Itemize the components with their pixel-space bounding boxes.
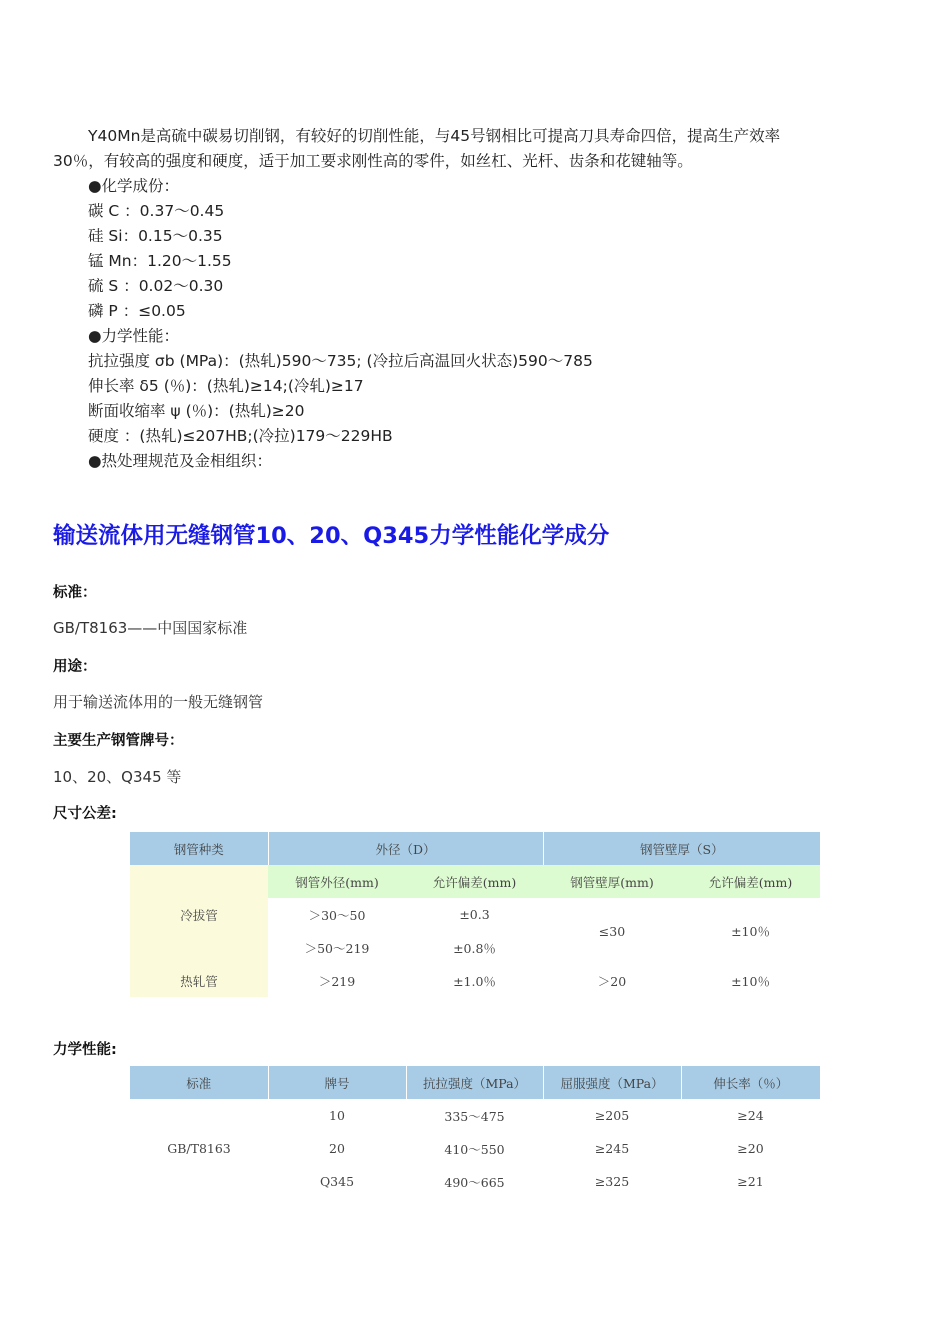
standard-label: 标准：: [53, 585, 97, 601]
tolerance-subheader-row: [130, 865, 820, 898]
wall-cell: ＞20: [597, 973, 627, 989]
mech-header-row: [130, 1066, 820, 1099]
header-outer-diameter: 外径（D）: [268, 832, 543, 865]
mechanical-table: [130, 1066, 820, 1198]
tolerance-header-row: [130, 832, 820, 865]
usage-label: 用途：: [53, 659, 97, 675]
subheader-od: 钢管外径(mm): [268, 865, 406, 898]
section-title: 输送流体用无缝钢管10、20、Q345力学性能化学成分: [53, 523, 610, 549]
tensile-cell: 410～550: [444, 1141, 505, 1157]
od-tolerance-cell: ±0.8％: [453, 940, 496, 956]
od-cell: ＞50～219: [304, 940, 370, 956]
grades-value: 10、20、Q345 等: [53, 768, 182, 786]
header-elongation: 伸长率（％）: [681, 1066, 820, 1099]
mech-item-elongation: 伸长率 δ5 (％)：(热轧)≥14;(冷轧)≥17: [88, 377, 364, 395]
od-cell: ＞30～50: [308, 907, 366, 923]
table-row: [130, 964, 820, 997]
chem-item-p: 磷 P ：≤0.05: [88, 302, 186, 320]
mech-item-tensile: 抗拉强度 σb (MPa)：(热轧)590～735; (冷拉后高温回火状态)590～785: [88, 352, 593, 370]
od-cell: ＞219: [318, 973, 356, 989]
chem-item-mn: 锰 Mn：1.20～1.55: [88, 252, 232, 270]
heat-treatment-heading: ●热处理规范及金相组织：: [88, 452, 273, 470]
header-grade: 牌号: [268, 1066, 406, 1099]
chem-item-s: 硫 S ：0.02～0.30: [88, 277, 224, 295]
header-standard: 标准: [130, 1066, 268, 1099]
standard-value: GB/T8163——中国国家标准: [53, 619, 248, 637]
mech-heading: ●力学性能：: [88, 327, 180, 345]
header-wall-thickness: 钢管壁厚（S）: [543, 832, 820, 865]
subheader-od-tolerance: 允许偏差(mm): [406, 865, 543, 898]
od-tolerance-cell: ±0.3: [459, 907, 490, 922]
tensile-cell: 335～475: [444, 1108, 505, 1124]
od-tolerance-cell: ±1.0％: [453, 973, 496, 989]
mech-item-hardness: 硬度 ：(热轧)≤207HB;(冷拉)179～229HB: [88, 427, 393, 445]
wall-cell: ≤30: [598, 923, 626, 939]
mech-properties-label: 力学性能:: [53, 1042, 117, 1058]
yield-cell: ≥245: [594, 1141, 630, 1156]
table-row: [130, 1099, 820, 1132]
yield-cell: ≥325: [594, 1174, 630, 1189]
tolerance-label: 尺寸公差:: [53, 806, 117, 822]
grade-cell: Q345: [319, 1174, 355, 1189]
intro-section: [53, 124, 883, 474]
subheader-wall-tolerance: 允许偏差(mm): [681, 865, 820, 898]
subheader-wall: 钢管壁厚(mm): [543, 865, 681, 898]
grades-label: 主要生产钢管牌号：: [53, 733, 184, 749]
standard-cell: GB/T8163: [167, 1141, 231, 1156]
intro-paragraph: Y40Mn是高硫中碳易切削钢，有较好的切削性能，与45号钢相比可提高刀具寿命四倍，提高生产效率 30％，有较高的强度和硬度，适于加工要求刚性高的零件，如丝杠、光杆、齿条和花键轴等。: [53, 127, 781, 170]
mech-item-reduction: 断面收缩率 ψ (％)：(热轧)≥20: [88, 402, 305, 420]
grade-cell: 10: [329, 1108, 345, 1123]
chem-item-si: 硅 Si：0.15～0.35: [88, 227, 223, 245]
usage-value: 用于输送流体用的一般无缝钢管: [53, 693, 264, 711]
header-yield: 屈服强度（MPa）: [543, 1066, 681, 1099]
tolerance-table: [130, 832, 820, 997]
wall-tolerance-cell: ±10％: [731, 973, 770, 989]
elongation-cell: ≥20: [737, 1141, 764, 1156]
tensile-cell: 490～665: [444, 1174, 505, 1190]
elongation-cell: ≥21: [737, 1174, 764, 1189]
grade-cell: 20: [329, 1141, 345, 1156]
type-hot-rolled: 热轧管: [130, 964, 268, 997]
chem-heading: ●化学成份：: [88, 177, 180, 195]
wall-tolerance-cell: ±10％: [731, 924, 770, 939]
header-tensile: 抗拉强度（MPa）: [406, 1066, 543, 1099]
yield-cell: ≥205: [594, 1108, 630, 1123]
elongation-cell: ≥24: [737, 1108, 764, 1123]
header-pipe-type: 钢管种类: [130, 832, 268, 865]
type-cold-drawn: 冷拔管: [130, 865, 268, 964]
chem-item-c: 碳 C ：0.37～0.45: [88, 202, 225, 220]
